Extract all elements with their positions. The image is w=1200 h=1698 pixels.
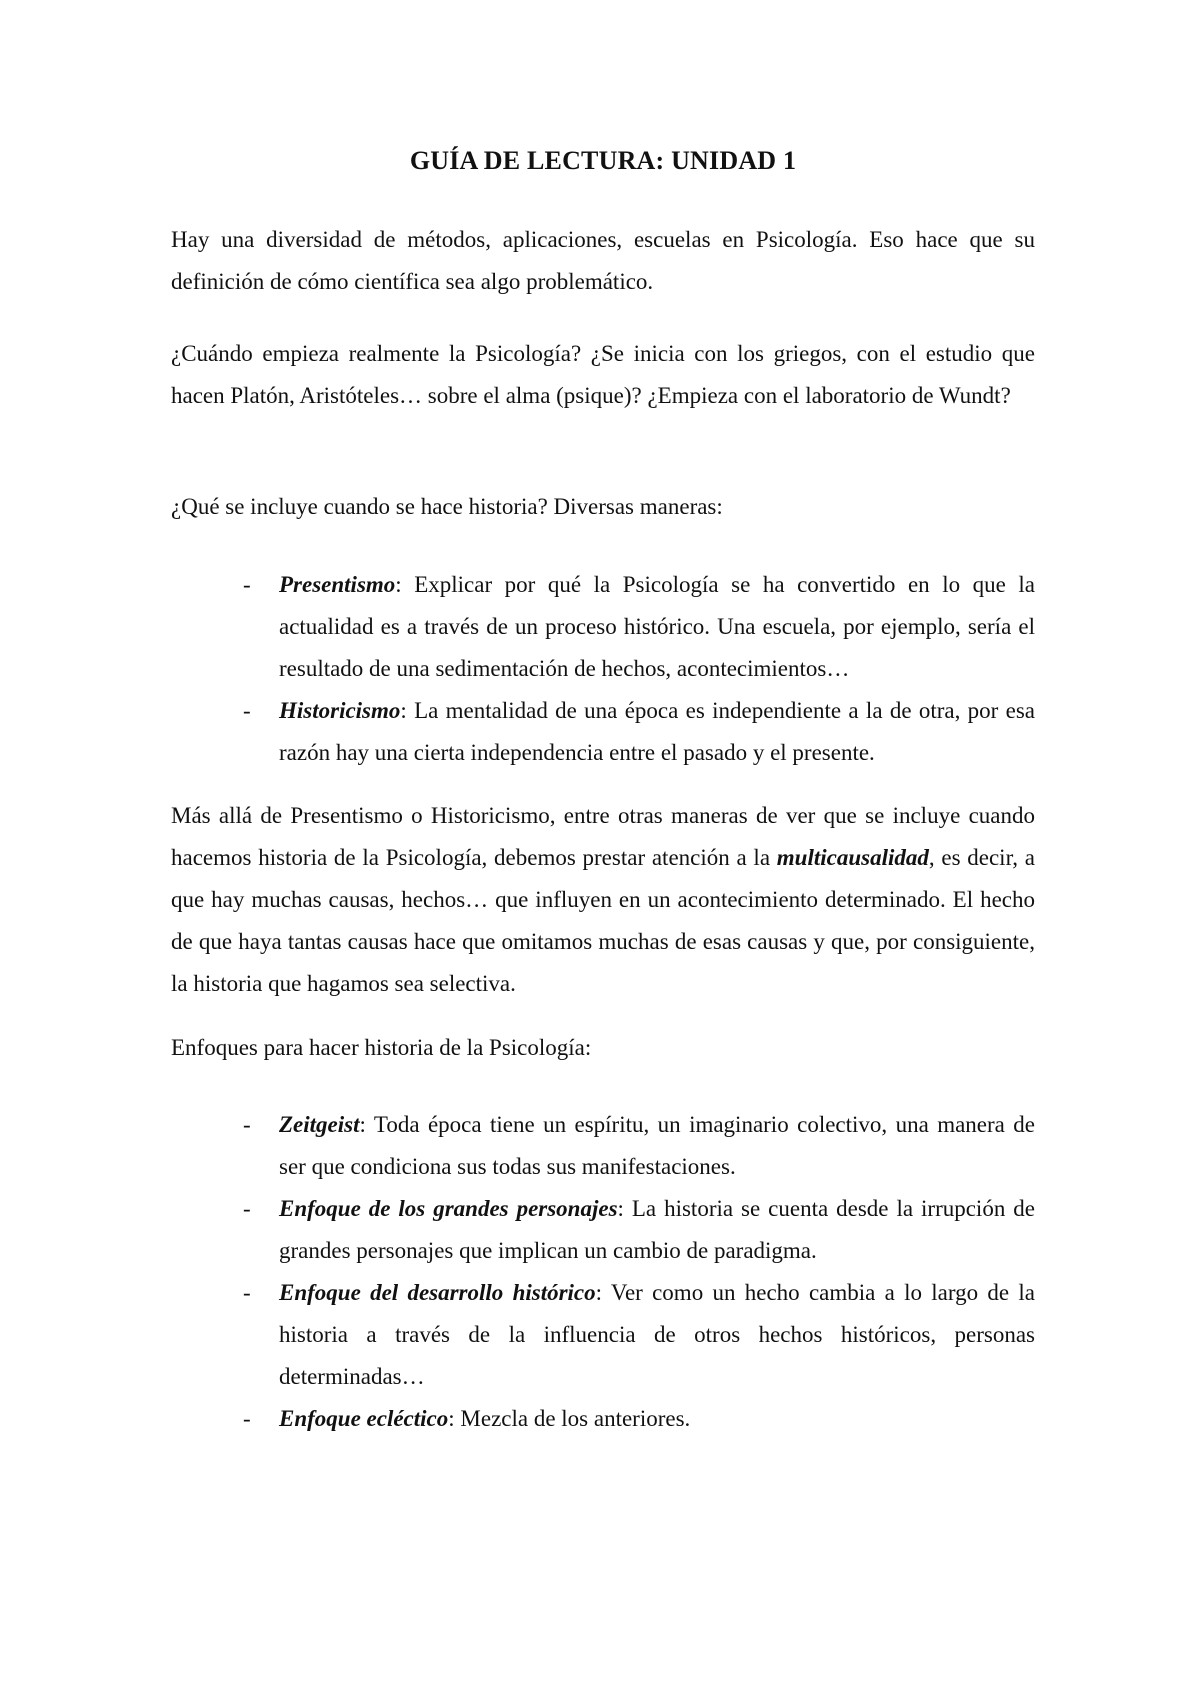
multicausality-paragraph xyxy=(171,795,1035,1005)
term-desarrollo-historico: Enfoque del desarrollo histórico xyxy=(279,1280,596,1305)
intro-paragraph: Hay una diversidad de métodos, aplicaciones, escuelas en Psicología. Eso hace que su definición de cómo científica sea algo problemático. xyxy=(171,227,1035,294)
list-item-text: : Explicar por qué la Psicología se ha convertido en lo que la actualidad es a través de un proceso histórico. Una escuela, por ejemplo, sería el resultado de una sedimentación de hechos, acontecimientos… xyxy=(279,572,1035,681)
approaches-list xyxy=(171,1104,1035,1440)
list-dash: - xyxy=(243,1280,251,1305)
term-presentismo: Presentismo xyxy=(279,572,396,597)
list-item-text: : La historia se cuenta desde la irrupción de grandes personajes que implican un cambio de paradigma. xyxy=(279,1196,1035,1263)
page-title: GUÍA DE LECTURA: UNIDAD 1 xyxy=(409,146,797,175)
history-question-paragraph: ¿Qué se incluye cuando se hace historia? Diversas maneras: xyxy=(171,494,723,519)
multicausality-text-before: Más allá de Presentismo o Historicismo, entre otras maneras de ver que se incluye cuando hacemos historia de la Psicología, debemos prestar atención a la xyxy=(171,803,1035,870)
list-dash: - xyxy=(243,1196,251,1221)
list-dash: - xyxy=(243,572,251,597)
term-eclectico: Enfoque ecléctico xyxy=(279,1406,449,1431)
list-item-presentismo xyxy=(171,564,1035,690)
list-dash: - xyxy=(243,1406,251,1431)
history-methods-list xyxy=(171,564,1035,774)
list-item-zeitgeist xyxy=(171,1104,1035,1188)
term-zeitgeist: Zeitgeist xyxy=(279,1112,360,1137)
list-dash: - xyxy=(243,698,251,723)
term-historicismo: Historicismo xyxy=(279,698,401,723)
list-item-desarrollo-historico xyxy=(171,1272,1035,1398)
multicausality-text-after: , es decir, a que hay muchas causas, hechos… que influyen en un acontecimiento determinado. El hecho de que haya tantas causas hace que omitamos muchas de esas causas y que, por consiguiente, la historia que hagamos sea selectiva. xyxy=(171,845,1036,996)
term-multicausalidad: multicausalidad xyxy=(776,845,929,870)
approaches-heading: Enfoques para hacer historia de la Psicología: xyxy=(171,1035,592,1060)
list-item-text: : Mezcla de los anteriores. xyxy=(448,1406,691,1431)
list-item-historicismo xyxy=(171,690,1035,774)
list-item-grandes-personajes xyxy=(171,1188,1035,1272)
list-item-text: : Toda época tiene un espíritu, un imaginario colectivo, una manera de ser que condiciona sus todas sus manifestaciones. xyxy=(279,1112,1035,1179)
term-grandes-personajes: Enfoque de los grandes personajes xyxy=(279,1196,618,1221)
list-item-text: : Ver como un hecho cambia a lo largo de la historia a través de la influencia de otros hechos históricos, personas determinadas… xyxy=(279,1280,1035,1389)
list-item-eclectico xyxy=(171,1398,1035,1440)
question-paragraph: ¿Cuándo empieza realmente la Psicología? ¿Se inicia con los griegos, con el estudio que hacen Platón, Aristóteles… sobre el alma (psique)? ¿Empieza con el laboratorio de Wundt? xyxy=(171,341,1035,408)
list-item-text: : La mentalidad de una época es independiente a la de otra, por esa razón hay una cierta independencia entre el pasado y el presente. xyxy=(279,698,1035,765)
list-dash: - xyxy=(243,1112,251,1137)
